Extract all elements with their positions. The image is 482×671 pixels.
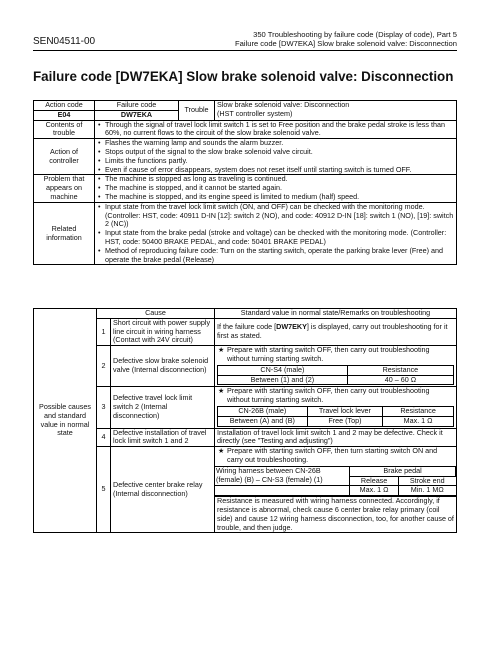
page-title: Failure code [DW7EKA] Slow brake solenoid valve: Disconnection xyxy=(33,69,454,84)
release-value: Max. 1 Ω xyxy=(350,486,399,496)
connector-header: CN-26B (male) xyxy=(218,406,308,416)
cause-header: Cause xyxy=(97,309,215,319)
standard-value-header: Standard value in normal state/Remarks on troubleshooting xyxy=(215,309,457,319)
cause-number: 1 xyxy=(97,318,111,345)
cause-text: Defective slow brake solenoid valve (Internal disconnection) xyxy=(111,346,215,387)
prep-note xyxy=(217,447,454,465)
resistance-value: 40 – 60 Ω xyxy=(347,375,453,385)
resistance-value: Max. 1 Ω xyxy=(383,416,454,426)
cause-number: 5 xyxy=(97,447,111,533)
problem-item: • The machine is stopped, and it cannot be started again. xyxy=(97,184,454,193)
contents-text xyxy=(95,120,457,139)
cause-row-5 xyxy=(34,447,457,533)
failure-info-table xyxy=(33,100,457,265)
star-icon: ★ xyxy=(218,386,225,396)
action-item: • Stops output of the signal to the slow brake solenoid valve circuit. xyxy=(97,148,454,157)
prep-note-text: Prepare with starting switch OFF, then turn starting switch ON and carry out troubleshooting. xyxy=(227,446,438,464)
running-header-line-2: Failure code [DW7EKA] Slow brake solenoid valve: Disconnection xyxy=(234,39,457,48)
remark-suffix: ] is displayed, carry out troubleshooting for it first as stated. xyxy=(217,322,448,340)
action-text xyxy=(95,139,457,175)
brake-pedal-header-row xyxy=(215,466,456,476)
connector-pins: Between (1) and (2) xyxy=(218,375,348,385)
cause-number: 2 xyxy=(97,346,111,387)
cause-remark: Installation of travel lock limit switch 1 and 2 may be defective. Check it directly (see "Testing and adjusting") xyxy=(215,428,457,447)
related-item: • Method of reproducing failure code: Turn on the starting switch, operate the parking brake lever (Free) and operate the brake pedal (Release) xyxy=(97,247,454,265)
connector-header: CN-S4 (male) xyxy=(218,365,348,375)
pedal-value-row xyxy=(215,486,456,496)
problem-label: Problem that appears on machine xyxy=(34,175,95,202)
related-text xyxy=(95,202,457,265)
related-row xyxy=(34,202,457,265)
action-item: • Limits the functions partly. xyxy=(97,157,454,166)
cause-row-4 xyxy=(34,428,457,447)
problem-row xyxy=(34,175,457,202)
contents-row xyxy=(34,120,457,139)
star-icon: ★ xyxy=(218,446,225,456)
brake-pedal-header: Brake pedal xyxy=(350,466,456,476)
doc-id: SEN04511-00 xyxy=(33,36,96,47)
prep-note xyxy=(217,346,454,364)
problem-item: • The machine is stopped, and its engine speed is limited to medium (half) speed. xyxy=(97,193,454,202)
action-code-value: E04 xyxy=(34,110,95,120)
header-rule xyxy=(33,50,457,51)
related-item: • Input state from the travel lock limit switch (ON, and OFF) can be checked with the monitoring mode. (Controller: HST, code: 40911 D-IN [12]: switch 2 (NO), and code: 40912 D-IN [18]: switch 1 (NO), [19]: switch 2 (NC)) xyxy=(97,203,454,229)
prep-note xyxy=(217,387,454,405)
trouble-text-2: (HST controller system) xyxy=(217,108,293,118)
resistance-header: Resistance xyxy=(347,365,453,375)
possible-causes-label: Possible causes and standard value in normal state xyxy=(34,309,97,533)
causes-header-row xyxy=(34,309,457,319)
resistance-table xyxy=(217,406,454,427)
resistance-table xyxy=(217,365,454,386)
action-item: • Flashes the warning lamp and sounds the alarm buzzer. xyxy=(97,139,454,148)
resistance-value-row xyxy=(218,416,454,426)
related-label: Related information xyxy=(34,202,95,265)
release-header: Release xyxy=(350,476,399,486)
prep-note-text: Prepare with starting switch OFF, then carry out troubleshooting without turning starting switch. xyxy=(227,386,430,405)
action-code-label: Action code xyxy=(34,101,95,111)
related-item: • Input state from the brake pedal (stroke and voltage) can be checked with the monitoring mode. (Controller: HST, code: 50400 BRAKE PEDAL, and code: 50401 BRAKE PEDAL) xyxy=(97,229,454,247)
lever-header: Travel lock lever xyxy=(307,406,383,416)
cause-text: Defective travel lock limit switch 2 (Internal disconnection) xyxy=(111,387,215,428)
cause-remark xyxy=(215,447,457,533)
action-row xyxy=(34,139,457,175)
failure-code-value: DW7EKA xyxy=(95,110,179,120)
resistance-header-row xyxy=(218,365,454,375)
resistance-header-row xyxy=(218,406,454,416)
action-item: • Even if cause of error disappears, system does not reset itself until starting switch is turned OFF. xyxy=(97,166,454,175)
failure-code-label: Failure code xyxy=(95,101,179,111)
trouble-label: Trouble xyxy=(179,101,215,121)
cause-remark xyxy=(215,387,457,428)
contents-item: • Through the signal of travel lock limit switch 1 is set to Free position and the brake pedal stroke is less than 60%, no current flows to the circuit of the slow brake solenoid valve. xyxy=(97,121,454,139)
wiring-harness-spacer xyxy=(215,486,350,496)
cause-number: 4 xyxy=(97,428,111,447)
connector-pins: Between (A) and (B) xyxy=(218,416,308,426)
running-header-line-1: 350 Troubleshooting by failure code (Display of code), Part 5 xyxy=(253,30,457,39)
code-header-row xyxy=(34,101,457,111)
remark-failure-code: DW7EKY xyxy=(276,322,307,332)
trouble-text xyxy=(215,101,457,121)
cause-row-1 xyxy=(34,318,457,345)
resistance-remark: Resistance is measured with wiring harness connected. Accordingly, if resistance is abnormal, check cause 6 center brake relay primary (coil side) and cause 12 wiring harness disconnection, too, for another cause of trouble, and then judge. xyxy=(215,496,456,532)
brake-pedal-table xyxy=(215,466,456,496)
cause-text: Defective center brake relay (Internal disconnection) xyxy=(111,447,215,533)
action-label: Action of controller xyxy=(34,139,95,175)
cause-row-2 xyxy=(34,346,457,387)
running-header xyxy=(235,30,457,48)
contents-label: Contents of trouble xyxy=(34,120,95,139)
resistance-header: Resistance xyxy=(383,406,454,416)
cause-text: Short circuit with power supply line circuit in wiring harness (Contact with 24V circuit) xyxy=(111,318,215,345)
cause-text: Defective installation of travel lock limit switch 1 and 2 xyxy=(111,428,215,447)
trouble-text-1: Slow brake solenoid valve: Disconnection xyxy=(217,100,350,109)
prep-note-text: Prepare with starting switch OFF, then carry out troubleshooting without turning starting switch. xyxy=(227,345,430,363)
problem-item: • The machine is stopped as long as traveling is continued. xyxy=(97,175,454,184)
cause-number: 3 xyxy=(97,387,111,428)
cause-remark xyxy=(215,318,457,345)
lever-position: Free (Top) xyxy=(307,416,383,426)
cause-row-3 xyxy=(34,387,457,428)
stroke-end-header: Stroke end xyxy=(399,476,456,486)
possible-causes-table xyxy=(33,308,457,533)
stroke-end-value: Min. 1 MΩ xyxy=(399,486,456,496)
wiring-harness-label: Wiring harness between CN-26B (female) (B) – CN-S3 (female) (1) xyxy=(215,466,350,486)
resistance-value-row xyxy=(218,375,454,385)
remark-prefix: If the failure code [ xyxy=(217,322,277,332)
star-icon: ★ xyxy=(218,345,225,355)
problem-text xyxy=(95,175,457,202)
cause-remark xyxy=(215,346,457,387)
